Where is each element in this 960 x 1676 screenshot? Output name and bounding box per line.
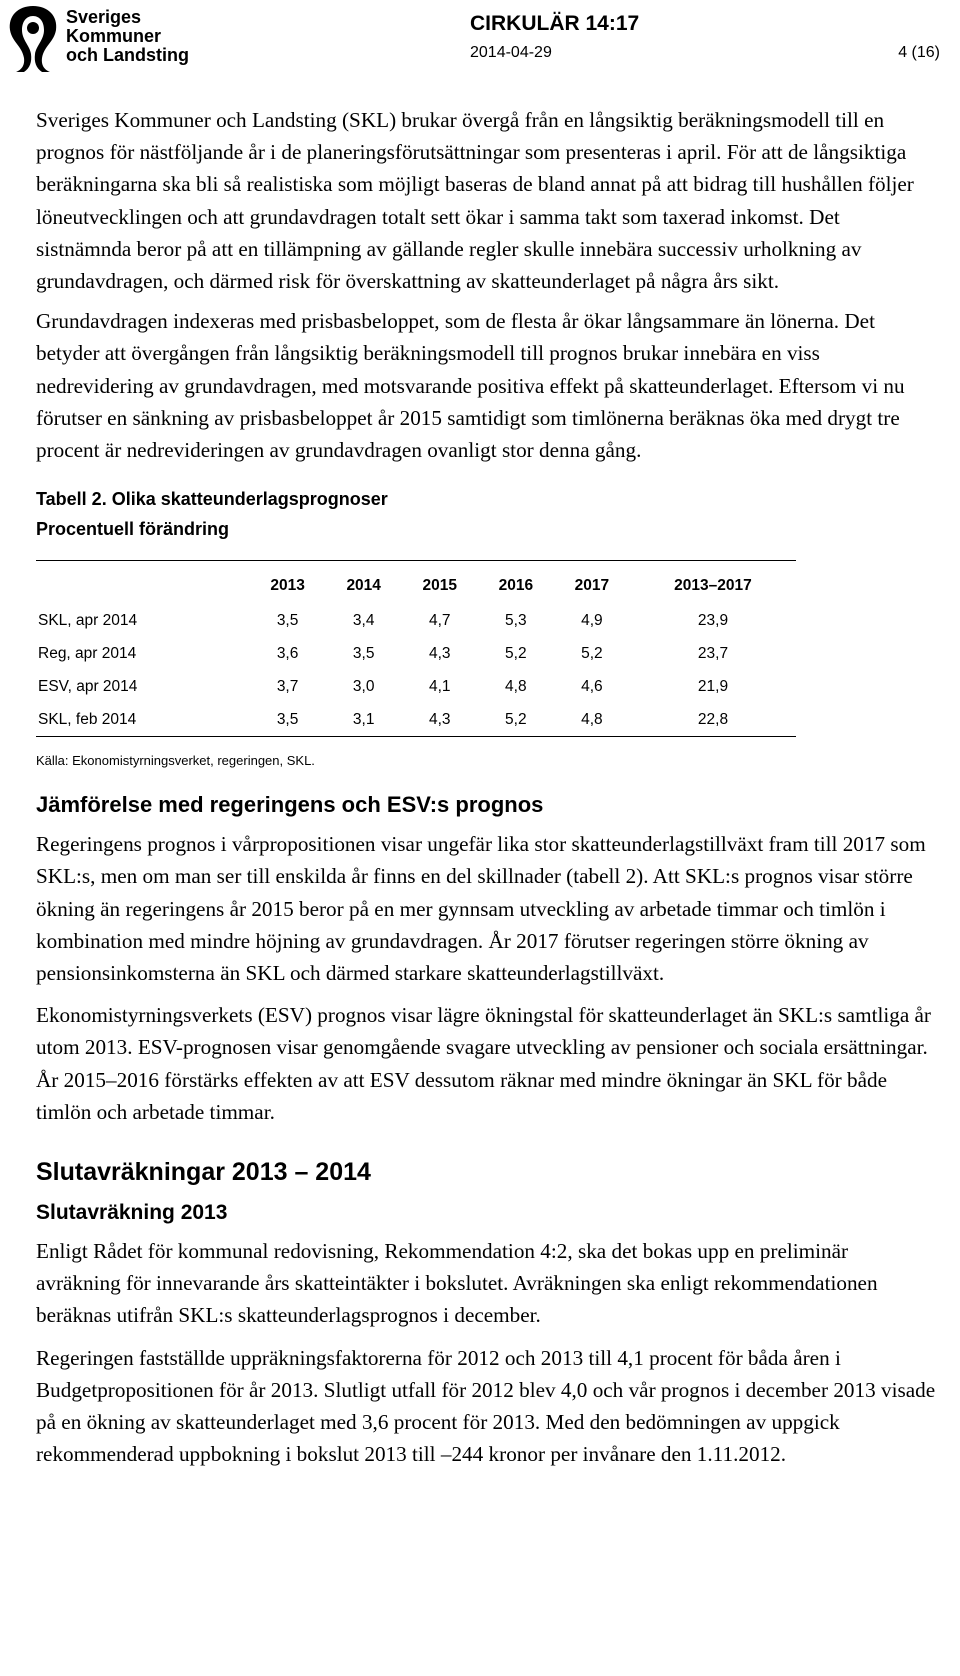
table-cell: 23,9 bbox=[697, 611, 729, 629]
intro-paragraph-2: Grundavdragen indexeras med prisbasbeloppet, som de flesta år ökar långsammare än lönerna. Det betyder att övergången från långsiktig beräkningsmodell till prognos brukar innebära en viss nedrevidering av grundavdragen, med motsvarande positiva effekt på skatteunderlaget. Eftersom vi nu förutser en sänkning av prisbasbeloppet år 2015 samtidigt som timlönerna beräknas öka med drygt tre procent är nedrevideringen av grundavdragen ovanligt stor denna gång. bbox=[36, 309, 905, 463]
table-header-cell: 2016 bbox=[478, 561, 554, 605]
table-header-cell: 2014 bbox=[326, 561, 402, 605]
table-cell: 4,6 bbox=[581, 677, 603, 695]
settlements-subheading: Slutavräkning 2013 bbox=[36, 1201, 228, 1225]
table-cell: 4,3 bbox=[428, 644, 451, 662]
row-label: ESV, apr 2014 bbox=[38, 677, 138, 695]
circular-number: CIRKULÄR 14:17 bbox=[470, 12, 640, 35]
table-source: Källa: Ekonomistyrningsverket, regeringen, SKL. bbox=[36, 753, 315, 769]
table-header-cell: 2013–2017 bbox=[630, 561, 796, 605]
forecast-table bbox=[36, 560, 796, 737]
table-cell: 5,2 bbox=[478, 703, 554, 737]
intro-paragraph-1: Sveriges Kommuner och Landsting (SKL) brukar övergå från en långsiktig beräkningsmodell till en prognos för nästföljande år i de planeringsförutsättningar som presenteras i april. För att de långsiktiga beräkningarna ska bli så realistiska som möjligt baseras de bland annat på att bidrag till hushållen följer löneutvecklingen och att grundavdragen totalt sett ökar i samma takt som taxerad inkomst. Det sistnämnda beror på att en tillämpning av gällande regler skulle innebära successiv urholkning av grundavdragen, och därmed risk för överskattning av skatteunderlaget på några års sikt. bbox=[36, 108, 914, 294]
table-title: Tabell 2. Olika skatteunderlagsprognoser bbox=[36, 489, 388, 510]
page-number: 4 (16) bbox=[898, 44, 940, 61]
row-label: SKL, apr 2014 bbox=[38, 611, 138, 629]
table-cell: 21,9 bbox=[697, 677, 729, 695]
document-body bbox=[36, 104, 936, 1470]
row-label: Reg, apr 2014 bbox=[38, 644, 137, 662]
table-cell: 4,9 bbox=[581, 611, 603, 629]
table-cell: 4,7 bbox=[428, 611, 451, 629]
paragraph-gap bbox=[36, 1332, 936, 1342]
table-cell: 22,8 bbox=[630, 703, 796, 737]
table-caption bbox=[36, 484, 936, 544]
table-cell: 3,5 bbox=[352, 644, 375, 662]
comparison-paragraph-2: Ekonomistyrningsverkets (ESV) prognos visar lägre ökningstal för skatteunderlaget än SKL:s samtliga år utom 2013. ESV-prognosen visar genomgående svagare utveckling av pensioner och sociala ersättningar. År 2015–2016 förstärks effekten av att ESV dessutom räknar med mindre ökningar än SKL för både timlön och arbetade timmar. bbox=[36, 1003, 931, 1124]
table-row bbox=[36, 670, 796, 703]
comparison-heading: Jämförelse med regeringens och ESV:s prognos bbox=[36, 792, 544, 818]
table-header-row bbox=[36, 561, 796, 605]
table-cell: 3,5 bbox=[276, 611, 299, 629]
table-cell: 3,5 bbox=[250, 703, 326, 737]
settlements-paragraph-1: Enligt Rådet för kommunal redovisning, Rekommendation 4:2, ska det bokas upp en preliminär avräkning för innevarande års skatteintäkter i bokslutet. Avräkningen ska enligt rekommendationen beräknas utifrån SKL:s skatteunderlagsprognos i december. bbox=[36, 1239, 878, 1328]
logo-line-3: och Landsting bbox=[66, 45, 189, 65]
row-label: SKL, feb 2014 bbox=[36, 703, 250, 737]
skl-logo bbox=[4, 2, 194, 76]
table-cell: 5,2 bbox=[581, 644, 603, 662]
settlements-heading: Slutavräkningar 2013 – 2014 bbox=[36, 1158, 371, 1187]
table-cell: 5,3 bbox=[505, 611, 527, 629]
logo-line-2: Kommuner bbox=[66, 26, 162, 46]
circular-date: 2014-04-29 bbox=[470, 44, 552, 61]
table-cell: 4,8 bbox=[505, 677, 527, 695]
table-header-cell: 2015 bbox=[402, 561, 478, 605]
table-subtitle: Procentuell förändring bbox=[36, 519, 230, 540]
table-row bbox=[36, 604, 796, 637]
table-cell: 3,7 bbox=[276, 677, 299, 695]
settlements-paragraph-2: Regeringen fastställde uppräkningsfaktorerna för 2012 och 2013 till 4,1 procent för båda åren i Budgetpropositionen för år 2013. Slutligt utfall för 2012 blev 4,0 och vår prognos i december 2013 visade på en ökning av skatteunderlaget med 3,6 procent för 2013. Med den bedömningen av uppgick rekommenderad uppbokning i bokslut 2013 till –244 kronor per invånare den 1.11.2012. bbox=[36, 1345, 936, 1467]
table-cell: 4,3 bbox=[402, 703, 478, 737]
table-cell: 3,1 bbox=[326, 703, 402, 737]
table-cell: 4,1 bbox=[428, 677, 451, 695]
logo-line-1: Sveriges bbox=[66, 7, 142, 27]
table-cell: 3,4 bbox=[352, 611, 375, 629]
table-header-blank bbox=[36, 561, 250, 605]
comparison-paragraph-1: Regeringens prognos i vårpropositionen visar ungefär lika stor skatteunderlagstillväxt fram till 2017 som SKL:s, men om man ser till enskilda år finns en del skillnader (tabell 2). Att SKL:s prognos visar större ökning än regeringens år 2015 beror på en mer gynnsam utveckling av arbetade timmar och timlön i kombination med mindre höjning av grundavdragen. År 2017 förutser regeringen större ökning av pensionsinkomsterna än SKL och därmed starkare skatteunderlagstillväxt. bbox=[36, 832, 926, 986]
table-cell: 3,6 bbox=[276, 644, 299, 662]
table-cell: 23,7 bbox=[697, 644, 729, 662]
table-cell: 3,0 bbox=[352, 677, 375, 695]
skl-emblem-icon bbox=[4, 2, 62, 74]
table-cell: 4,8 bbox=[554, 703, 630, 737]
table-header-cell: 2013 bbox=[250, 561, 326, 605]
table-row bbox=[36, 703, 796, 737]
paragraph-gap bbox=[36, 989, 936, 999]
table-cell: 5,2 bbox=[505, 644, 527, 662]
table-header-cell: 2017 bbox=[554, 561, 630, 605]
logo-text bbox=[66, 8, 189, 65]
table-row bbox=[36, 637, 796, 670]
